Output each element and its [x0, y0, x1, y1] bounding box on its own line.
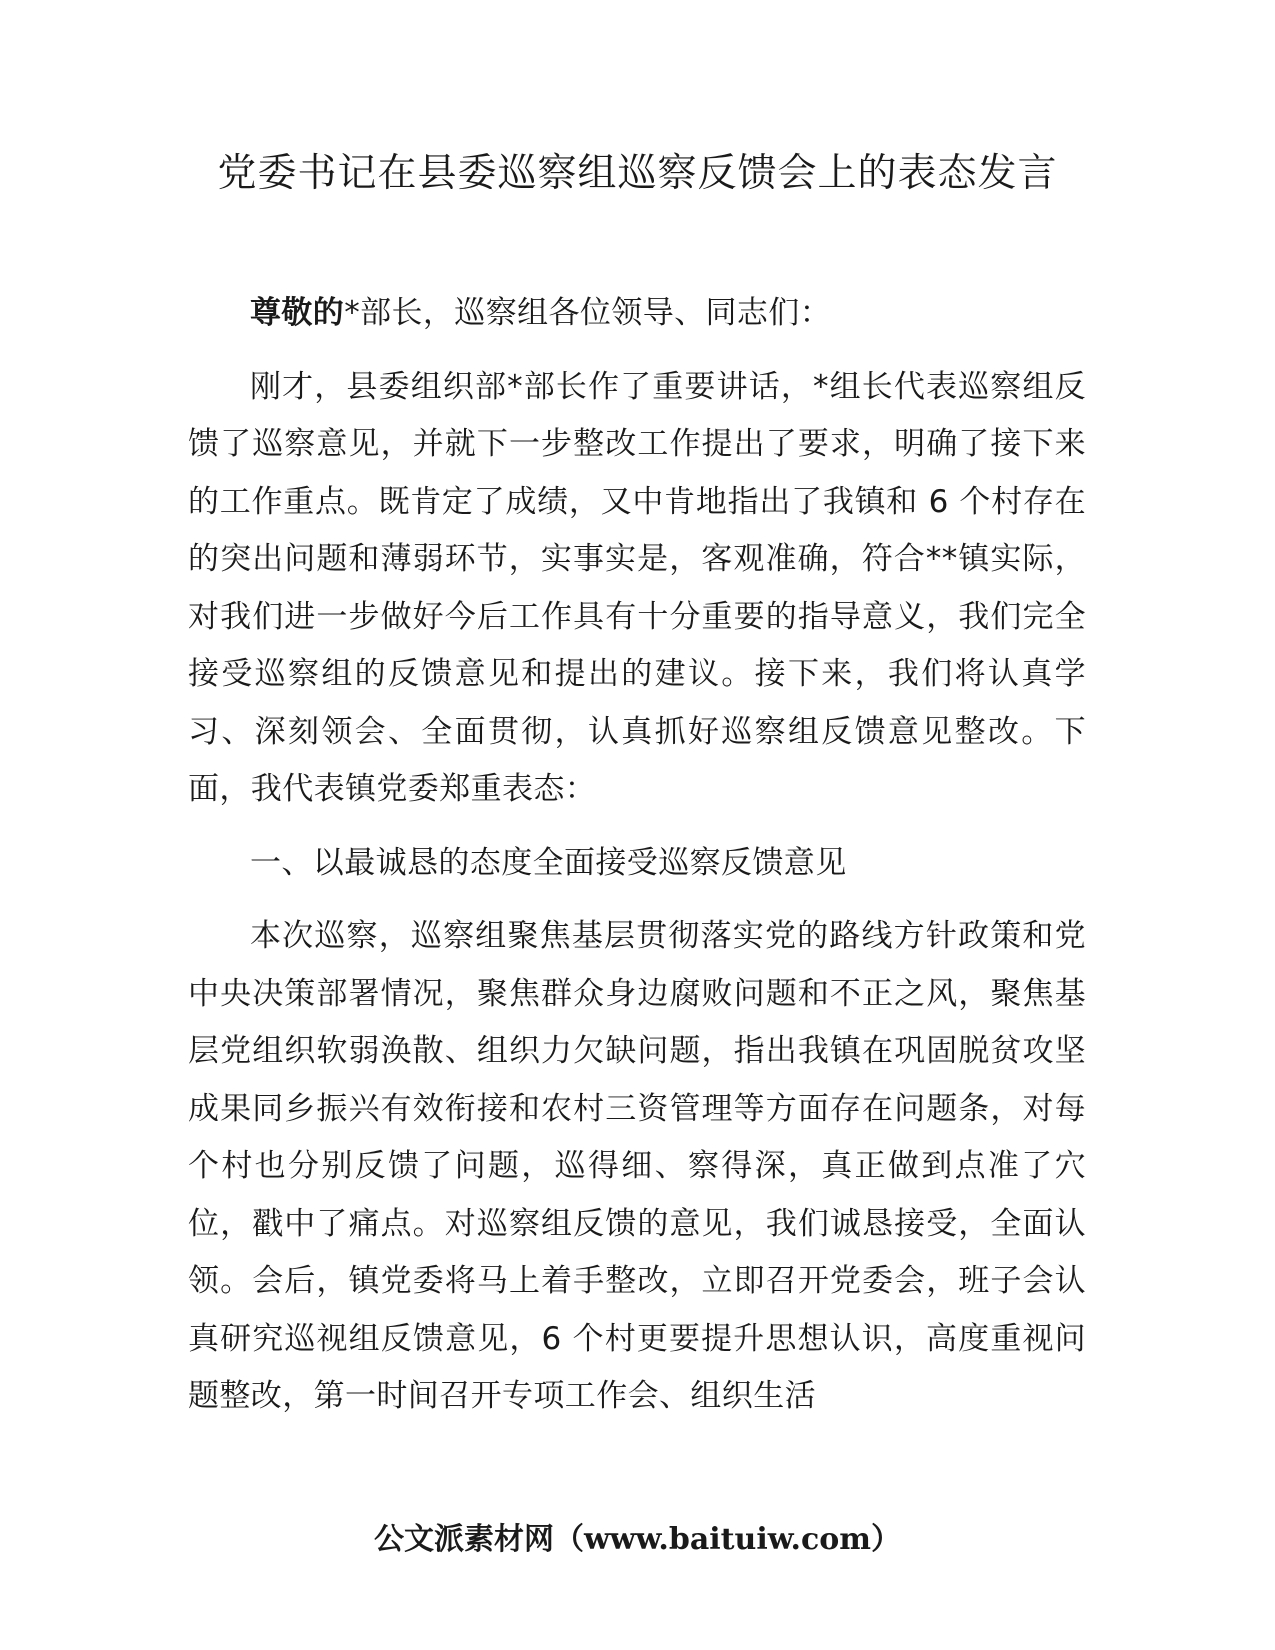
salutation-rest: *部长，巡察组各位领导、同志们： — [344, 295, 832, 331]
document-title: 党委书记在县委巡察组巡察反馈会上的表态发言 — [217, 151, 1058, 196]
document-body — [188, 285, 1086, 1442]
footer-watermark: 公文派素材网（www.baituiw.com） — [373, 1522, 902, 1557]
paragraph-opening: 刚才，县委组织部*部长作了重要讲话，*组长代表巡察组反馈了巡察意见，并就下一步整改工作提出了要求，明确了接下来的工作重点。既肯定了成绩，又中肯地指出了我镇和 6 个村存在的突出问题和薄弱环节，实事实是，客观准确，符合**镇实际，对我们进一步做好今后工作具有十分重要的指导意义，我们完全接受巡察组的反馈意见和提出的建议。接下来，我们将认真学习、深刻领会、全面贯彻，认真抓好巡察组反馈意见整改。下面，我代表镇党委郑重表态： — [188, 368, 1086, 807]
salutation-lead: 尊敬的 — [250, 295, 345, 331]
paragraph-section-1: 本次巡察，巡察组聚焦基层贯彻落实党的路线方针政策和党中央决策部署情况，聚焦群众身边腐败问题和不正之风，聚焦基层党组织软弱涣散、组织力欠缺问题，指出我镇在巩固脱贫攻坚成果同乡振兴有效衔接和农村三资管理等方面存在问题条，对每个村也分别反馈了问题，巡得细、察得深，真正做到点准了穴位，戳中了痛点。对巡察组反馈的意见，我们诚恳接受，全面认领。会后，镇党委将马上着手整改，立即召开党委会，班子会认真研究巡视组反馈意见，6 个村更要提升思想认识，高度重视问题整改，第一时间召开专项工作会、组织生活 — [188, 918, 1086, 1414]
section-heading-1: 一、以最诚恳的态度全面接受巡察反馈意见 — [250, 844, 847, 881]
salutation — [188, 285, 1086, 343]
